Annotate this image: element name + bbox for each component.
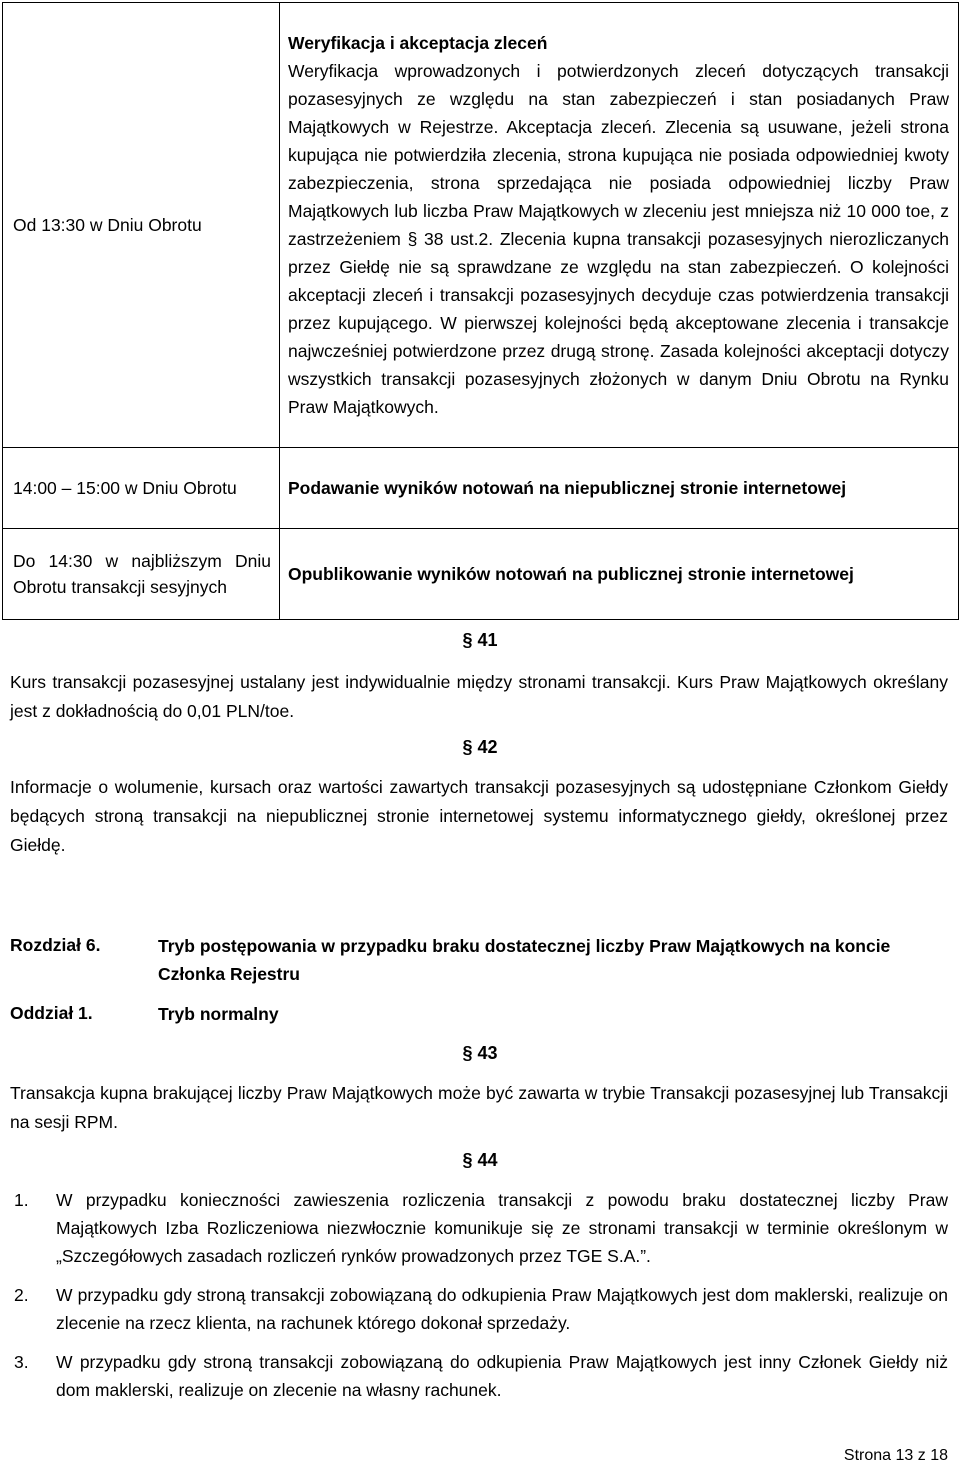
list-item-number: 1. [14,1190,29,1210]
section-42-text: Informacje o wolumenie, kursach oraz wartości zawartych transakcji pozasesyjnych są udostępniane Członkom Giełdy będących stroną transakcji na niepublicznej stronie internetowej systemu informatycznego giełdy, określonej przez Giełdę. [10,777,948,855]
division-label: Oddział 1. [10,1003,93,1023]
section-mark-41: § 41 [462,630,498,650]
list-item-text: W przypadku gdy stroną transakcji zobowiązaną do odkupienia Praw Majątkowych jest dom maklerski, realizuje on zlecenie na rzecz klienta, na rachunek którego dokonał sprzedaży. [56,1285,948,1333]
list-item-number: 2. [14,1285,29,1305]
division-title: Tryb normalny [158,1004,279,1024]
schedule-table [2,2,959,620]
schedule-description [280,3,959,448]
schedule-row [3,529,959,620]
section-41-text: Kurs transakcji pozasesyjnej ustalany jest indywidualnie między stronami transakcji. Kurs Praw Majątkowych określany jest z dokładnością do 0,01 PLN/toe. [10,672,948,721]
section-44-list [10,1186,948,1404]
section-43-text: Transakcja kupna brakującej liczby Praw Majątkowych może być zawarta w trybie Transakcji pozasesyjnej lub Transakcji na sesji RPM. [10,1083,948,1132]
schedule-row [3,448,959,529]
schedule-row [3,3,959,448]
list-item [10,1186,948,1270]
list-item-text: W przypadku konieczności zawieszenia rozliczenia transakcji z powodu braku dostatecznej liczby Praw Majątkowych Izba Rozliczeniowa niezwłocznie komunikuje się ze stronami transakcji w terminie określonym w „Szczegółowych zasadach rozliczeń rynków prowadzonych przez TGE S.A.”. [56,1190,948,1266]
list-item-number: 3. [14,1352,29,1372]
schedule-title: Opublikowanie wyników notowań na publicznej stronie internetowej [288,564,854,584]
section-mark-43: § 43 [462,1043,498,1063]
schedule-text: Weryfikacja wprowadzonych i potwierdzonych zleceń dotyczących transakcji pozasesyjnych ze względu na stan zabezpieczeń i stan posiadanych Praw Majątkowych w Rejestrze. Akceptacja zleceń. Zlecenia są usuwane, jeżeli strona kupująca nie potwierdziła zlecenia, strona kupująca nie posiada odpowiedniej kwoty zabezpieczenia, strona sprzedająca nie posiada odpowiedniej liczby Praw Majątkowych lub liczba Praw Majątkowych w zleceniu jest mniejsza niż 10 000 toe, z zastrzeżeniem § 38 ust.2. Zlecenia kupna transakcji pozasesyjnych nierozliczanych przez Giełdę nie są sprawdzane ze względu na stan zabezpieczeń. O kolejności akceptacji zleceń i transakcji pozasesyjnych decyduje czas potwierdzenia transakcji przez kupującego. W pierwszej kolejności będą akceptowane zlecenia i transakcje najwcześniej potwierdzone przez drugą stronę. Zasada kolejności akceptacji dotyczy wszystkich transakcji pozasesyjnych złożonych w danym Dniu Obrotu na Rynku Praw Majątkowych. [288,61,949,417]
list-item [10,1281,948,1337]
section-mark-44: § 44 [462,1150,498,1170]
chapter-title: Tryb postępowania w przypadku braku dostatecznej liczby Praw Majątkowych na koncie Członka Rejestru [158,936,891,984]
schedule-description [280,529,959,620]
schedule-title: Podawanie wyników notowań na niepublicznej stronie internetowej [288,478,847,498]
list-item-text: W przypadku gdy stroną transakcji zobowiązaną do odkupienia Praw Majątkowych jest inny Członek Giełdy niż dom maklerski, realizuje on zlecenie na własny rachunek. [56,1352,948,1400]
schedule-time: Od 13:30 w Dniu Obrotu [3,3,280,448]
schedule-time: Do 14:30 w najbliższym Dniu Obrotu transakcji sesyjnych [3,529,280,620]
page-number: Strona 13 z 18 [843,1447,948,1464]
list-item [10,1348,948,1404]
schedule-description [280,448,959,529]
chapter-label: Rozdział 6. [10,935,101,955]
schedule-time: 14:00 – 15:00 w Dniu Obrotu [3,448,280,529]
section-mark-42: § 42 [462,737,498,757]
schedule-title: Weryfikacja i akceptacja zleceń [288,33,548,53]
